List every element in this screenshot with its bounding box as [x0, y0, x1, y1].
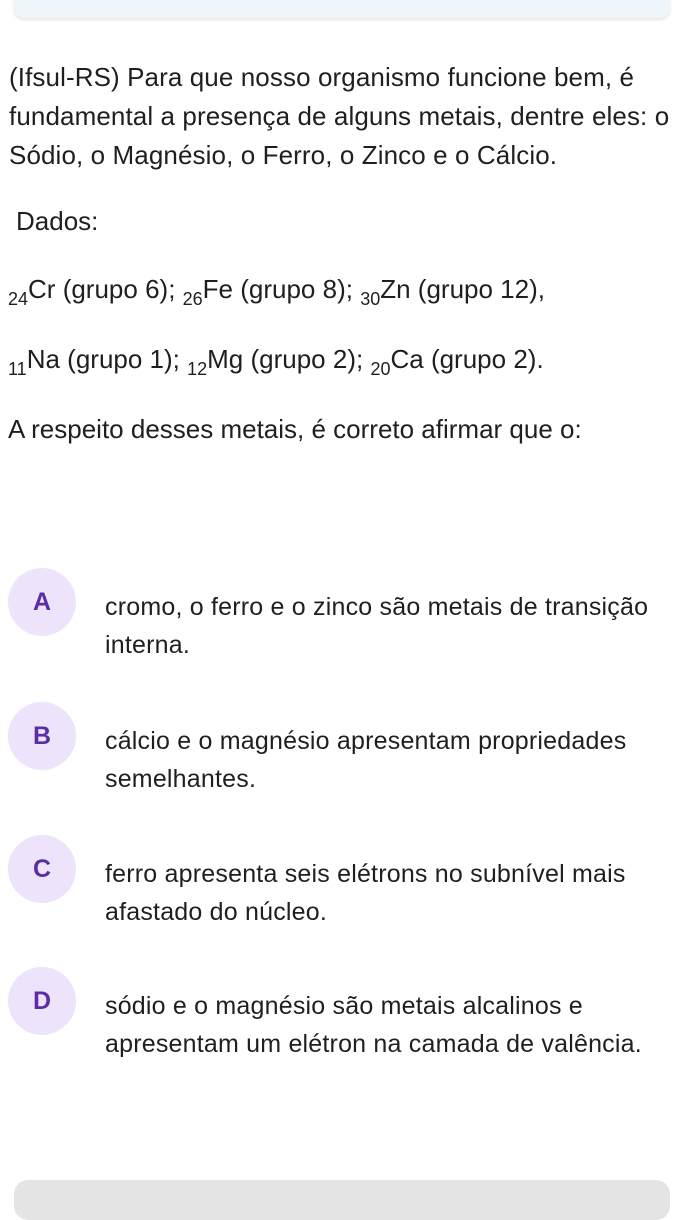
element-data-line-1 [8, 270, 545, 309]
element-data-line-2 [8, 340, 544, 379]
element-zn: $_{30}$Zn (grupo 12), [360, 274, 545, 309]
option-text[interactable]: cromo, o ferro e o zinco são metais de transição interna. [105, 593, 649, 659]
option-text[interactable]: sódio e o magnésio são metais alcalinos e apresentam um elétron na camada de valência. [105, 992, 642, 1058]
element-cr: $_{24}$Cr (grupo 6); [8, 274, 183, 309]
element-ca: $_{20}$Ca (grupo 2). [370, 344, 544, 379]
option-letter-badge[interactable]: B [8, 702, 76, 770]
option-letter-badge[interactable]: A [8, 568, 76, 636]
element-na: $_{11}$Na (grupo 1); [8, 344, 188, 379]
dados-label: Dados: [16, 206, 99, 236]
next-card-edge [14, 1180, 670, 1220]
previous-card-edge [14, 0, 670, 18]
option-letter-badge[interactable]: D [8, 967, 76, 1035]
element-mg: $_{12}$Mg (grupo 2); [187, 344, 371, 379]
question-prompt: A respeito desses metais, é correto afirmar que o: [8, 414, 582, 444]
question-text: (Ifsul-RS) Para que nosso organismo funcione bem, é fundamental a presença de alguns metais, dentre eles: o Sódio, o Magnésio, o Ferro, o Zinco e o Cálcio. [9, 62, 670, 170]
option-text[interactable]: ferro apresenta seis elétrons no subnível mais afastado do núcleo. [105, 860, 626, 926]
option-text[interactable]: cálcio e o magnésio apresentam propriedades semelhantes. [105, 727, 627, 793]
option-letter-badge[interactable]: C [8, 835, 76, 903]
element-fe: $_{26}$Fe (grupo 8); [182, 274, 361, 309]
